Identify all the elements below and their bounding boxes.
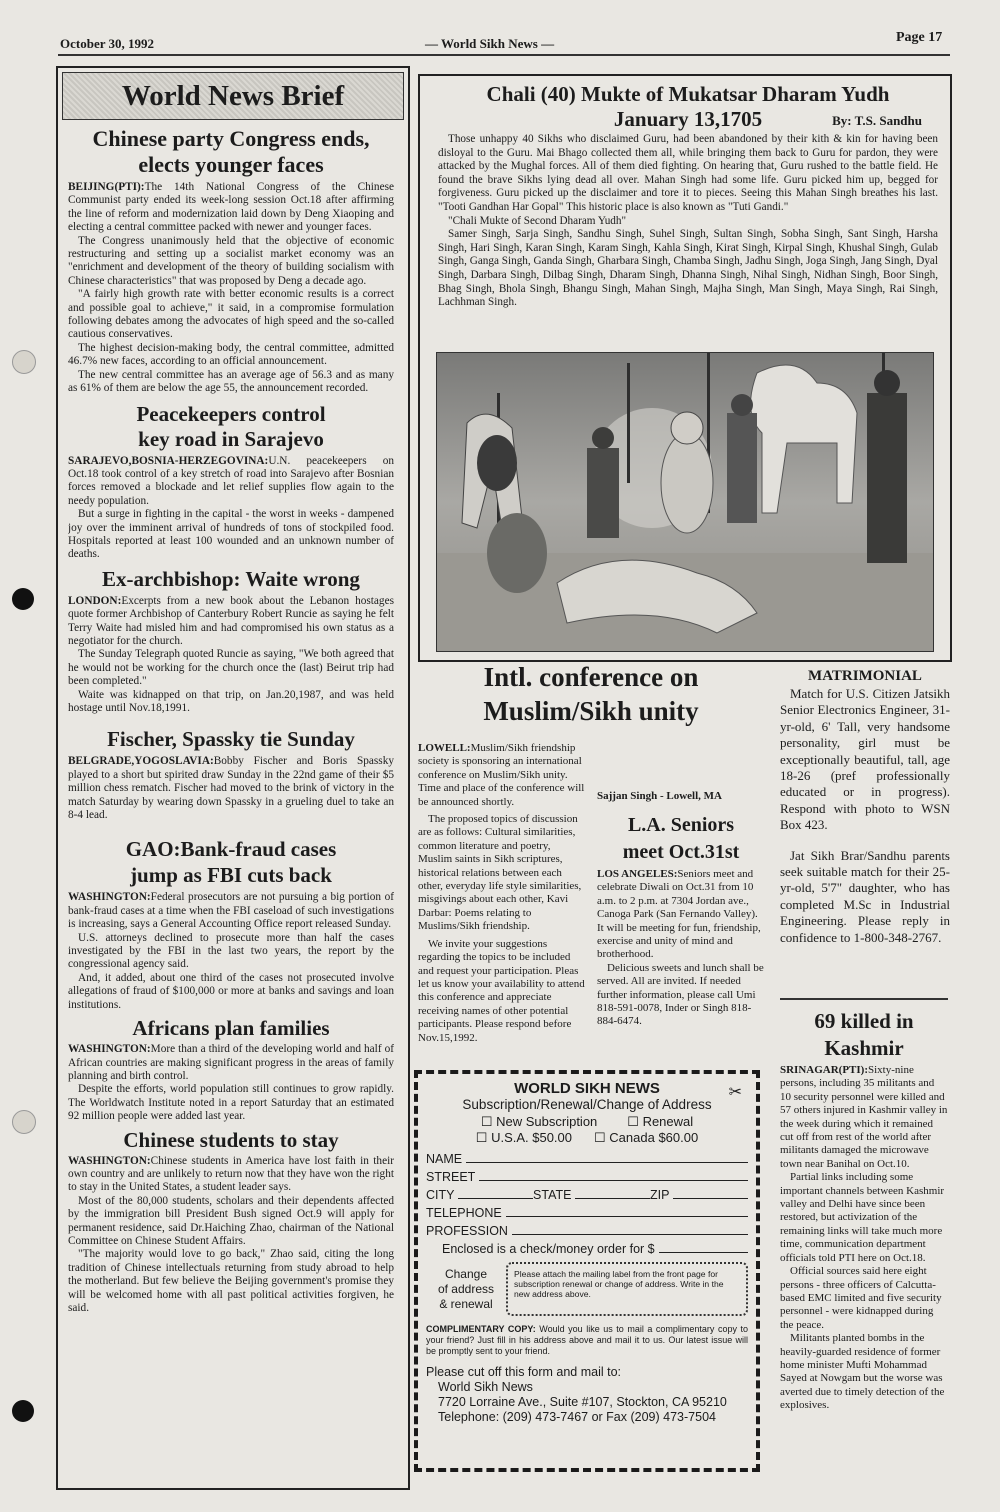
conference-signature: Sajjan Singh - Lowell, MA <box>597 790 722 802</box>
checkbox-icon[interactable]: ☐ <box>480 1114 497 1129</box>
paragraph: The new central committee has an average age of 56.3 and as many as 61% of them are below the age 55, the announcement recorded. <box>68 368 394 395</box>
binder-hole <box>12 1110 36 1134</box>
dateline: WASHINGTON: <box>68 1043 151 1056</box>
paragraph: The proposed topics of discussion are as follows: Cultural similarities, common literature and poetry, Muslim saints in Sikh scriptures, historical relations between each other, everyday life style similarities, misgivings about each other, Kavi Darbar: Poems relating to Muslims/Sikh friendship. <box>418 813 582 933</box>
story-headline: Kashmir <box>824 1036 904 1060</box>
header-rule <box>58 54 950 56</box>
change-of-address-label: Change of address & renewal <box>437 1266 495 1311</box>
feature-title: Chali (40) Mukte of Mukatsar Dharam Yudh <box>486 82 890 106</box>
paragraph: Bobby Fischer and Boris Spassky played to a short but spirited draw Sunday in the 22nd game of their $5 million chess rematch. Fischer had moved to the brink of victory in the match Saturday by wearing down Spassky in a grueling duel to take an 8-4 lead. <box>68 755 394 822</box>
story-chinese-congress <box>68 126 394 396</box>
world-news-brief-banner <box>62 72 404 120</box>
story-headline: elects younger faces <box>138 152 324 177</box>
story-sarajevo <box>68 402 394 562</box>
paragraph: Seniors meet and celebrate Diwali on Oct.31 from 10 a.m. to 2 p.m. at 7304 Jordan ave., Canoga Park (San Fernando Valley). It will be meeting for fun, friendship, exercise and unity of mind and brotherhood. <box>597 868 761 961</box>
dateline: SARAJEVO,BOSNIA-HERZEGOVINA: <box>68 454 269 467</box>
issue-date: October 30, 1992 <box>60 36 154 51</box>
conference-story <box>418 660 764 728</box>
feature-names: Samer Singh, Sarja Singh, Sandhu Singh, Suhel Singh, Sultan Singh, Sobha Singh, Sant Singh, Harsha Singh, Hari Singh, Karan Singh, Karam Singh, Kahla Singh, Kirat Singh, Kirpal Singh, Khushal Singh, Gulab Singh, Ganga Singh, Ganda Singh, Gharbara Singh, Chamba Singh, Jadhu Singh, Joga Singh, Jang Singh, Dyal Singh, Darbara Singh, Dilbag Singh, Dharam Singh, Dhanna Singh, Nihal Singh, Nidhan Singh, Boor Singh, Bhag Singh, Bhola Singh, Bhangu Singh, Mahan Singh, Majha Singh, Man Singh, Maya Singh, Rai Singh, Lachhman Singh. <box>438 228 938 309</box>
section-divider <box>780 998 948 1000</box>
matrimonial-section <box>780 666 950 986</box>
seniors-story <box>597 812 765 1064</box>
paragraph: More than a third of the developing world and half of African countries are making significant progress in the areas of family planning and birth control. <box>68 1043 394 1082</box>
paragraph: Chinese students in America have lost faith in their own country and are unlikely to return now that they have won the right to stay in the United States, a student leader says. <box>68 1154 394 1194</box>
feature-paragraph: "Chali Mukte of Second Dharam Yudh" <box>448 214 627 227</box>
story-headline: 69 killed in <box>814 1009 914 1033</box>
story-headline: Fischer, Spassky tie Sunday <box>107 727 355 752</box>
paragraph: Official sources said here eight persons - three officers of Calcutta-based EMC limited and five security personnel - were kidnapped during the peace. <box>780 1265 942 1331</box>
page-number: Page 17 <box>896 30 943 45</box>
conference-body <box>418 742 586 1062</box>
byline: By: T.S. Sandhu <box>832 113 922 128</box>
paragraph: Despite the efforts, world population still continues to grow rapidly. The Worldwatch Institute noted in a report Saturday that an estimated 92 million people were added last year. <box>68 1083 394 1123</box>
dateline: LOWELL: <box>418 742 471 754</box>
paragraph: And, it added, about one third of the cases not prosecuted involve allegations of fraud of $100,000 or more at banks and savings and loan institutions. <box>68 971 394 1011</box>
form-title: WORLD SIKH NEWS <box>514 1080 660 1097</box>
paragraph: "A fairly high growth rate with better economic results is a correct and possible goal to achieve," it said, in a compromise formulation following debates among the advocates of high speed and the so-called cautious conservatives. <box>68 288 394 341</box>
paragraph: U.S. attorneys declined to prosecute more than half the cases investigated by the FBI in the last two years, the report by the congressional agency said. <box>68 931 394 971</box>
paragraph: Excerpts from a new book about the Lebanon hostages quote former Archbishop of Canterbury Robert Runcie as saying he felt Terry Waite had misled him and had compromised his own status as a negotiator for the church. <box>68 594 394 647</box>
story-headline: Ex-archbishop: Waite wrong <box>102 566 360 591</box>
story-headline: Muslim/Sikh unity <box>483 696 699 726</box>
paragraph: The highest decision-making body, the central committee, admitted 46.7% new faces, according to an official announcement. <box>68 341 394 368</box>
paragraph: The Sunday Telegraph quoted Runcie as saying, "We both agreed that he would not be working for the church once the (last) Beirut trip had been completed." <box>68 648 394 688</box>
checkbox-icon[interactable]: ☐ <box>594 1130 610 1145</box>
profession-field[interactable]: PROFESSION <box>426 1220 748 1238</box>
paragraph: Muslim/Sikh friendship society is sponsoring an international conference on Muslim/Sikh unity. Time and place of the conference will be announced shortly. <box>418 742 585 808</box>
feature-paragraph: Those unhappy 40 Sikhs who disclaimed Guru, had been abandoned by their kith & kin for having been disloyal to the Guru. Mai Bhago collected them all, while bringing them back to Guru for pardon, they were attacked by the Mughal forces. All of them died fighting. On hearing that, Guru rushed to the battle field. He found the brave Sikhs lying dead all over. Mahan Singh had some life. Guru picked him up, begged for forgiveness. Guru picked up the disclaimer and tore it to pieces. Seeing this Mahan Singh breathes his last. "Tooti Gandhan Har Gopal" This historic place is also known as "Tuti Gandi." <box>438 133 938 213</box>
feature-date: January 13,1705 <box>613 107 763 131</box>
left-column <box>68 126 394 1486</box>
complimentary-copy-note: COMPLIMENTARY COPY: Would you like us to mail a complimentary copy to your friend? Just fill in his address above and mail it to us. Our latest issue will be promptly sent to your friend. <box>426 1324 749 1356</box>
kashmir-story <box>780 1008 948 1488</box>
renewal-option[interactable]: ☐ Renewal <box>627 1114 694 1129</box>
paragraph: U.N. peacekeepers on Oct.18 took control of a key stretch of road into Sarajevo after Bosnian forces removed a blockade and let relief supplies flow again to the needy population. <box>68 454 394 507</box>
scissors-icon: ✂ <box>728 1084 742 1101</box>
form-subtitle: Subscription/Renewal/Change of Address <box>462 1097 712 1112</box>
paragraph: The Congress unanimously held that the objective of economic restructuring and setting up a socialist market economy was an "enrichment and development of the theory of building socialism with Chinese characteristics" that was proposed by Deng a decade ago. <box>68 234 394 287</box>
mailing-instructions: Please cut off this form and mail to: World Sikh News 7720 Lorraine Ave., Suite #107, Stockton, CA 95210 Telephone: (209) 473-7467 or Fax (209) 473-7504 <box>426 1365 748 1425</box>
mailing-label-area[interactable]: Please attach the mailing label from the front page for subscription renewal or change of address. Write in the new address above. <box>506 1262 748 1316</box>
story-africans <box>68 1016 394 1123</box>
paragraph: Delicious sweets and lunch shall be served. All are invited. If needed further information, please call Umi 818-591-0078, Inder or Singh 818-884-6474. <box>597 961 764 1028</box>
telephone-field[interactable]: TELEPHONE <box>426 1202 748 1220</box>
binder-hole <box>12 588 34 610</box>
paper-name: — World Sikh News — <box>425 36 555 51</box>
painting-image <box>436 352 934 652</box>
story-headline: Peacekeepers control <box>136 401 326 426</box>
dateline: BEIJING(PTI): <box>68 181 145 193</box>
story-headline: GAO:Bank-fraud cases <box>125 837 337 862</box>
story-headline: meet Oct.31st <box>622 841 740 863</box>
story-fischer <box>68 727 394 822</box>
paragraph: Partial links including some important channels between Kashmir valley and Delhi have since been restored, but activization of the remaining links will take much more time, communication department officials told PTI here on Oct.18. <box>780 1171 945 1264</box>
amount-field[interactable]: Enclosed is a check/money order for $ <box>426 1238 748 1256</box>
dateline: WASHINGTON: <box>68 891 151 904</box>
name-field[interactable]: NAME <box>426 1148 748 1166</box>
binder-hole <box>12 1400 34 1422</box>
story-headline: jump as FBI cuts back <box>130 863 332 888</box>
checkbox-icon[interactable]: ☐ <box>475 1130 492 1145</box>
dateline: LONDON: <box>68 594 122 607</box>
canada-option[interactable]: ☐ Canada $60.00 <box>594 1130 699 1145</box>
paragraph: Sixty-nine persons, including 35 militants and 10 security personnel were killed and 57 others injured in Kashmir valley in the week during which it remained cut off from rest of the world after militants damaged the microwave town near Banihal on Oct.10. <box>780 1064 948 1170</box>
story-gao <box>68 836 394 1012</box>
paragraph: Federal prosecutors are not pursuing a big portion of bank-fraud cases at a time when the FBI caseload of such investigations is increasing, says a General Accounting Office report released Sunday. <box>68 891 394 931</box>
painting-graphic <box>437 353 933 651</box>
paragraph: We invite your suggestions regarding the topics to be included and request your participation. Pleas let us know your availability to attend this conference and appreciate receiving names of other potential participants. Please respond before Nov.15,1992. <box>418 937 585 1044</box>
banner-title: World News Brief <box>121 79 345 112</box>
dateline: WASHINGTON: <box>68 1154 151 1167</box>
paragraph: Waite was kidnapped on that trip, on Jan.20,1987, and was held hostage until Nov.18,1991. <box>68 688 394 714</box>
story-headline: Africans plan families <box>132 1016 330 1041</box>
paragraph: "The majority would love to go back," Zhao said, citing the long tradition of Chinese intellectuals returning from study abroad to help the motherland. But few believe the Beijing government's promise they will be welcomed home with all past political activities forgiven, he said. <box>68 1248 394 1314</box>
checkbox-icon[interactable]: ☐ <box>627 1114 643 1129</box>
story-chinese-students <box>68 1128 394 1316</box>
story-waite <box>68 567 394 716</box>
paragraph: Most of the 80,000 students, scholars and their dependents affected by the immigration bill President Bush signed Oct.9 will apply for permanent residence, said Dr.Haiching Zhao, chairman of the National Committee on Chinese Student Affairs. <box>68 1194 394 1247</box>
story-headline: key road in Sarajevo <box>138 426 324 451</box>
story-headline: Chinese students to stay <box>123 1127 339 1152</box>
subscription-form <box>414 1070 760 1472</box>
story-headline: Intl. conference on <box>483 662 699 692</box>
city-state-zip-field[interactable]: CITY STATE ZIP <box>426 1184 748 1202</box>
mailing-address: World Sikh News 7720 Lorraine Ave., Suite #107, Stockton, CA 95210 Telephone: (209) 473-7467 or Fax (209) 473-7504 <box>438 1380 727 1424</box>
paragraph: Militants planted bombs in the heavily-guarded residence of former home minister Mufti Mohammad Sayed at Nowgam but the worse was averted due to timely detection of the explosives. <box>780 1332 945 1412</box>
paragraph: But a surge in fighting in the capital - the worst in weeks - dampened joy over the imminent arrival of hundreds of tons of stockpiled food. Hospitals reported at least 100 wounded and an unknown number of deaths. <box>68 508 394 561</box>
new-subscription-option[interactable]: ☐ New Subscription <box>480 1114 598 1129</box>
matrimonial-ad: Match for U.S. Citizen Jatsikh Senior Electronics Engineer, 31-yr-old, 6' Tall, very handsome personality, girl must be exceptionally beautiful, tall, age 18-26 (pref professionally educated or in progress). Respond with photo to WSN Box 423. <box>780 686 950 833</box>
dateline: LOS ANGELES: <box>597 868 678 880</box>
usa-option[interactable]: ☐ U.S.A. $50.00 <box>475 1130 573 1145</box>
feature-text <box>438 82 938 310</box>
dateline: SRINAGAR(PTI): <box>780 1064 868 1076</box>
paragraph: The 14th National Congress of the Chinese Communist party ended its week-long session Oct.18 after affirming the line of reform and modernization laid down by Deng Xiaoping and electing a central committee packed with newer and younger faces. <box>68 181 394 234</box>
street-field[interactable]: STREET <box>426 1166 748 1184</box>
binder-hole <box>12 350 36 374</box>
story-headline: Chinese party Congress ends, <box>92 126 370 151</box>
matrimonial-ad: Jat Sikh Brar/Sandhu parents seek suitable match for their 25-yr-old, 5'7" daughter, who has completed M.Sc in Industrial Engineering. Please reply in confidence to 1-800-348-2767. <box>780 847 950 945</box>
story-headline: L.A. Seniors <box>627 814 735 836</box>
dateline: BELGRADE,YOGOSLAVIA: <box>68 755 214 768</box>
section-title: MATRIMONIAL <box>808 668 922 684</box>
